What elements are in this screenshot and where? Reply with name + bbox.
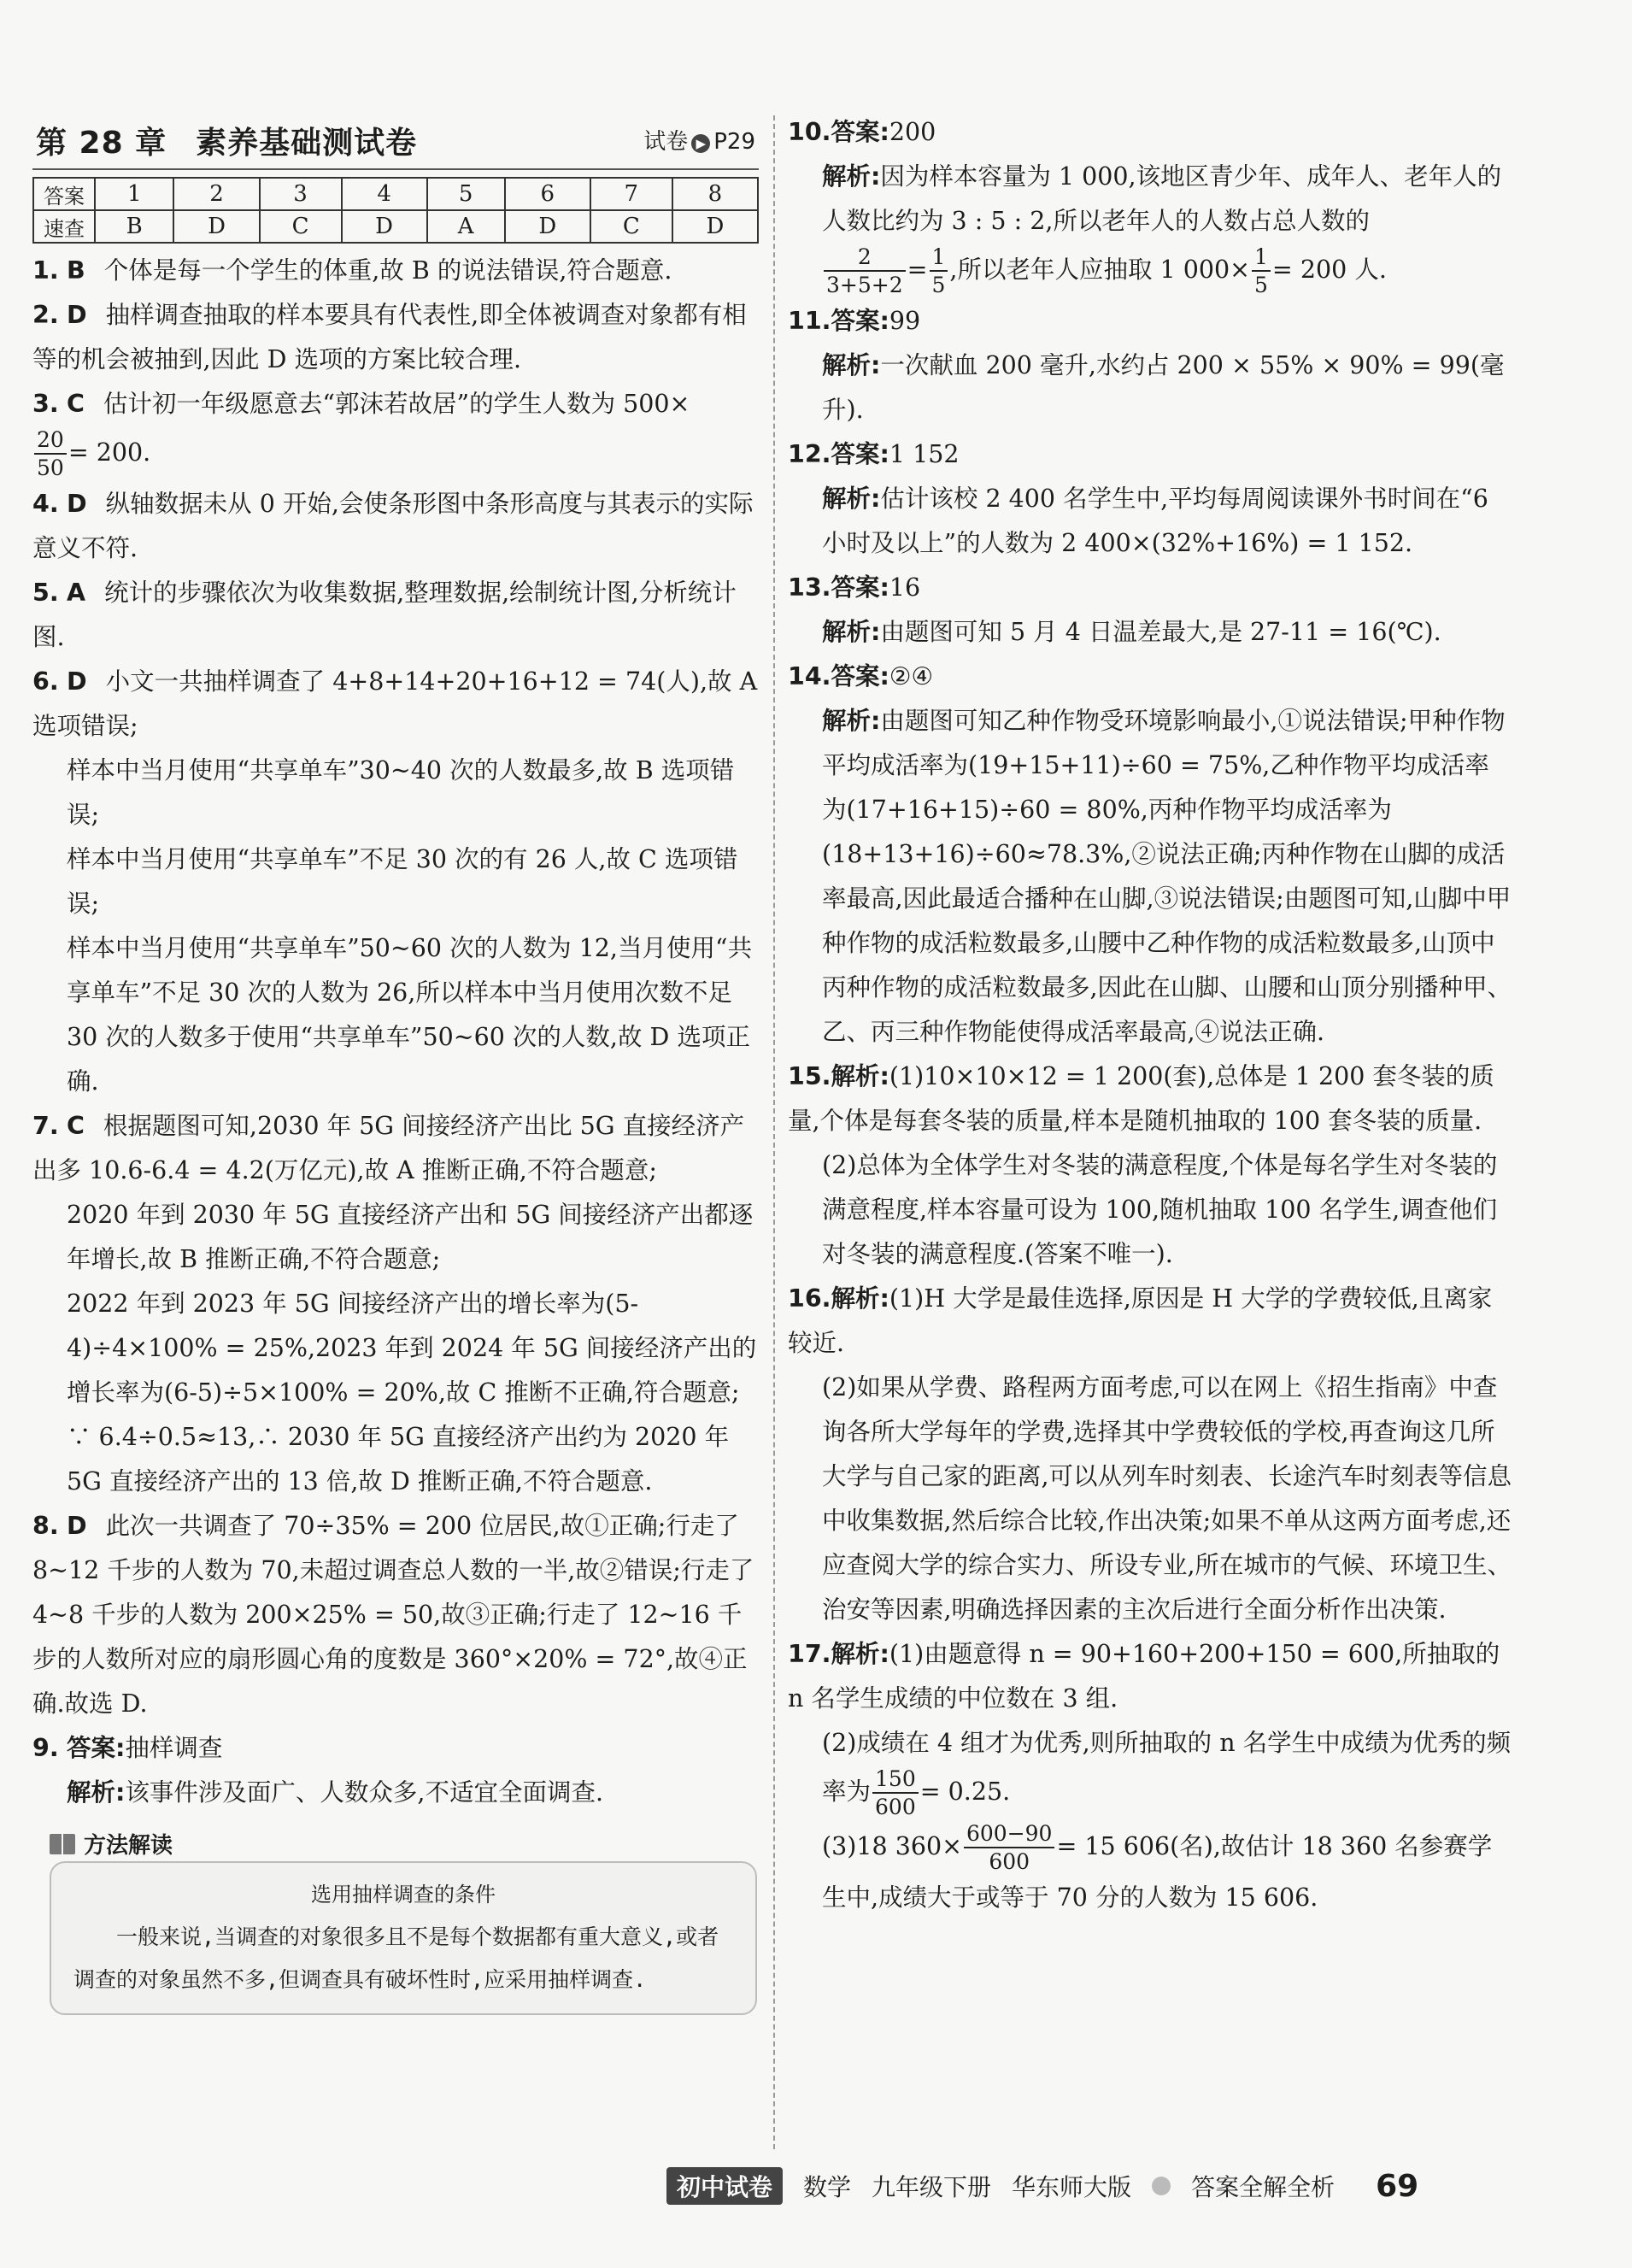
arrow-right-icon: ▶ [691,134,710,153]
answer-value: 200 [889,118,936,146]
page-number: 69 [1376,2168,1419,2204]
answer-value: 1 152 [889,439,960,468]
answer-item-4 [32,482,759,571]
analysis-label: 解析: [831,1284,889,1313]
analysis-text: (1)H 大学是最佳选择,原因是 H 大学的学费较低,且离家较近. [788,1284,1493,1357]
item-explanation: 根据题图可知,2030 年 5G 间接经济产出比 5G 直接经济产出多 10.6-6.4 = 4.2(万亿元),故 A 推断正确,不符合题意; [32,1111,745,1184]
analysis-text: (2)总体为全体学生对冬装的满意程度,个体是每名学生对冬装的满意程度,样本容量可设为 100,随机抽取 100 名学生,调查他们对冬装的满意程度.(答案不唯一). [822,1150,1498,1268]
analysis-label: 解析: [831,1639,889,1668]
answer-item-11 [788,299,1512,432]
analysis-text: = 200 人. [1271,255,1387,284]
page-footer [666,2165,1521,2206]
method-tip-box [50,1827,757,2015]
answer-label: 答案: [831,661,889,690]
analysis-text: 由题图可知 5 月 4 日温差最大,是 27-11 = 16(℃). [880,617,1441,646]
right-column [788,115,1512,1920]
item-number: 6. [32,667,59,696]
answer-cell: C [590,210,672,243]
analysis-text: ,所以老年人应抽取 1 000× [949,255,1251,284]
chapter-subtitle: 素养基础测试卷 [196,126,418,161]
denominator: 5 [1254,273,1268,298]
denominator: 50 [37,455,64,481]
analysis-label: 解析: [822,350,881,379]
answer-item-8 [32,1504,759,1726]
item-number: 2. [32,301,59,329]
answer-item-12 [788,432,1512,566]
item-number: 15. [788,1061,831,1090]
analysis-text: 因为样本容量为 1 000,该地区青少年、成年人、老年人的人数比约为 3 : 5 : 2,所以老年人的人数占总人数的 [822,162,1502,235]
analysis-line [788,610,1512,655]
chapter-title [36,119,417,162]
analysis-text: (1)由题意得 n = 90+160+200+150 = 600,所抽取的 n 名学生成绩的中位数在 3 组. [788,1639,1500,1713]
item-explanation: 个体是每一个学生的体重,故 B 的说法错误,符合题意. [103,256,672,285]
numerator: 1 [930,244,948,272]
analysis-line [788,344,1512,432]
item-explanation: 样本中当月使用“共享单车”不足 30 次的有 26 人,故 C 选项错误; [67,844,738,918]
question-number-cell: 6 [505,178,590,210]
answer-item-5 [32,571,759,660]
item-explanation: 2020 年到 2030 年 5G 直接经济产出和 5G 间接经济产出都逐年增长,故 B 推断正确,不符合题意; [67,1200,754,1273]
analysis-label: 解析: [822,617,881,646]
left-column [32,115,759,2015]
denominator: 600 [989,1849,1030,1875]
answer-label: 答案: [67,1733,126,1762]
item-key: D [67,301,87,329]
answer-item-14 [788,655,1512,1055]
table-row [33,178,758,210]
numerator: 150 [872,1766,919,1794]
analysis-text: 估计该校 2 400 名学生中,平均每周阅读课外书时间在“6 小时及以上”的人数为 2 400×(32%+16%) = 1 152. [822,484,1488,557]
table-header-cell: 速查 [33,210,95,243]
item-key: A [67,578,86,607]
item-number: 4. [32,489,59,518]
table-row [33,210,758,243]
chapter-number: 第 28 章 [36,126,167,161]
item-number: 12. [788,439,831,468]
denominator: 5 [931,273,946,298]
method-tip-label: 方法解读 [84,1833,173,1859]
analysis-label: 解析: [822,706,881,735]
answer-quick-table [32,177,759,244]
numerator: 20 [34,426,67,455]
item-explanation: 样本中当月使用“共享单车”30~40 次的人数最多,故 B 选项错误; [67,755,735,829]
analysis-label: 解析: [831,1061,889,1090]
equals-sign: = [907,255,928,284]
analysis-text: (1)10×10×12 = 1 200(套),总体是 1 200 套冬装的质量,个体是每套冬装的质量,样本是随机抽取的 100 套冬装的质量. [788,1061,1494,1135]
item-explanation: 抽样调查抽取的样本要具有代表性,即全体被调查对象都有相等的机会被抽到,因此 D 选项的方案比较合理. [32,301,747,373]
book-icon [50,1834,75,1854]
item-key: D [67,489,87,518]
method-tip-body: 一般来说,当调查的对象很多且不是每个数据都有重大意义,或者调查的对象虽然不多,但调查具有破坏性时,应采用抽样调查. [73,1924,719,1992]
answer-cell: D [173,210,259,243]
fraction [964,1820,1054,1876]
answer-value: ②④ [889,661,934,690]
answer-item-13 [788,566,1512,655]
answer-item-9 [32,1726,759,1815]
answer-value: 抽样调查 [125,1733,223,1762]
item-explanation: 样本中当月使用“共享单车”50~60 次的人数为 12,当月使用“共享单车”不足 30 次的人数为 26,所以样本中当月使用次数不足 30 次的人数多于使用“共享单车”50~60 次的人数,故 D 选项正确. [67,933,753,1096]
test-ref-page: P29 [713,129,755,155]
fraction [824,244,906,299]
test-page-reference [643,124,755,156]
analysis-text: (2)成绩在 4 组才为优秀,则所抽取的 n 名学生中成绩为优秀的频率为 [822,1728,1512,1806]
denominator: 3+5+2 [826,273,903,298]
answer-cell: D [505,210,590,243]
analysis-text: 一次献血 200 毫升,水约占 200 × 55% × 90% = 99(毫升). [822,350,1505,424]
item-key: D [67,1511,87,1540]
analysis-formula [788,244,1512,299]
column-divider [773,115,775,2149]
analysis-line [788,477,1512,566]
numerator: 1 [1252,244,1271,272]
method-tip-card [50,1861,757,2015]
footer-publisher: 华东师大版 [1012,2173,1132,2201]
answer-label: 答案: [831,306,889,335]
analysis-text: 该事件涉及面广、人数众多,不适宜全面调查. [125,1777,604,1807]
analysis-label: 解析: [67,1777,126,1807]
answer-cell: D [672,210,758,243]
circle-arrow-icon [1152,2177,1171,2195]
item-number: 11. [788,306,831,335]
item-key: C [67,390,85,418]
answer-item-17 [788,1632,1512,1920]
denominator: 600 [875,1794,916,1819]
item-key: D [67,667,87,696]
analysis-text: (3)18 360× [822,1831,962,1860]
item-number: 14. [788,661,831,690]
analysis-text: (2)如果从学费、路程两方面考虑,可以在网上《招生指南》中查询各所大学每年的学费,选择其中学费较低的学校,再查询这几所大学与自己家的距离,可以从列车时刻表、长途汽车时刻表等信息中收集数据,然后综合比较,作出决策;如果不单从这两方面考虑,还应查阅大学的综合实力、所设专业,所在城市的气候、环境卫生、治安等因素,明确选择因素的主次后进行全面分析作出决策. [822,1372,1512,1624]
question-number-cell: 5 [427,178,505,210]
answer-item-1 [32,249,759,293]
item-number: 9. [32,1733,59,1762]
item-explanation-tail: = 200. [68,438,151,467]
chapter-header [32,115,759,170]
answer-value: 99 [889,306,921,335]
fraction [930,244,948,299]
item-explanation: 统计的步骤依次为收集数据,整理数据,绘制统计图,分析统计图. [32,578,737,651]
answer-item-2 [32,293,759,382]
answer-cell: A [427,210,505,243]
analysis-text: = 15 606(名),故估计 18 360 名参赛学生中,成绩大于或等于 70 分的人数为 15 606. [822,1831,1493,1912]
footer-grade: 九年级下册 [872,2173,992,2201]
analysis-label: 解析: [822,484,881,513]
item-explanation: ∵ 6.4÷0.5≈13,∴ 2030 年 5G 直接经济产出约为 2020 年 5G 直接经济产出的 13 倍,故 D 推断正确,不符合题意. [67,1422,730,1495]
item-key: B [67,256,85,285]
method-tip-title: 选用抽样调查的条件 [311,1882,496,1907]
answer-cell: D [342,210,427,243]
answer-cell: B [95,210,173,243]
item-explanation: 此次一共调查了 70÷35% = 200 位居民,故①正确;行走了 8~12 千步的人数为 70,未超过调查总人数的一半,故②错误;行走了 4~8 千步的人数为 200×25% = 50,故③正确;行走了 12~16 千步的人数所对应的扇形圆心角的度数是 360°×20% = 72°,故④正确.故选 D. [32,1511,754,1718]
item-number: 8. [32,1511,59,1540]
item-explanation: 小文一共抽样调查了 4+8+14+20+16+12 = 74(人),故 A 选项错误; [32,667,758,740]
answer-item-15 [788,1055,1512,1277]
analysis-label: 解析: [822,162,881,191]
analysis-text: 由题图可知乙种作物受环境影响最小,①说法错误;甲种作物平均成活率为(19+15+11)÷60 = 75%,乙种作物平均成活率为(17+16+15)÷60 = 80%,丙种作物平均成活率为(18+13+16)÷60≈78.3%,②说法正确;丙种作物在山脚的成活率最高,因此最适合播种在山脚,③说法错误;由题图可知,山脚中甲种作物的成活粒数最多,山腰中乙种作物的成活粒数最多,山顶中丙种作物的成活粒数最多,因此在山脚、山腰和山顶分别播种甲、乙、丙三种作物能使得成活率最高,④说法正确. [822,706,1512,1046]
fraction [1252,244,1271,299]
item-key: C [67,1111,85,1140]
test-ref-prefix: 试卷 [643,129,689,155]
analysis-line [788,1820,1512,1920]
question-number-cell: 3 [260,178,342,210]
answer-item-16 [788,1277,1512,1632]
item-number: 10. [788,118,831,146]
item-number: 16. [788,1284,831,1313]
analysis-line [32,1771,759,1815]
table-header-cell: 答案 [33,178,95,210]
answer-item-7 [32,1104,759,1504]
item-explanation: 2022 年到 2023 年 5G 间接经济产出的增长率为(5-4)÷4×100% = 25%,2023 年到 2024 年 5G 间接经济产出的增长率为(6-5)÷5×100% = 20%,故 C 推断不正确,符合题意; [67,1289,757,1407]
footer-series: 答案全解全析 [1191,2173,1336,2201]
numerator: 600−90 [964,1820,1054,1848]
question-number-cell: 1 [95,178,173,210]
question-number-cell: 8 [672,178,758,210]
answer-label: 答案: [831,118,889,146]
item-number: 17. [788,1639,831,1668]
analysis-text: = 0.25. [919,1777,1011,1806]
analysis-line [788,699,1512,1055]
question-number-cell: 4 [342,178,427,210]
analysis-line [788,1721,1512,1821]
footer-subject: 数学 [803,2173,852,2201]
item-number: 5. [32,578,59,607]
item-explanation: 纵轴数据未从 0 开始,会使条形图中条形高度与其表示的实际意义不符. [32,489,754,562]
answer-item-3 [32,382,759,482]
numerator: 2 [824,244,906,272]
item-number: 13. [788,573,831,602]
answer-cell: C [260,210,342,243]
item-number: 7. [32,1111,59,1140]
footer-brand: 初中试卷 [666,2167,783,2205]
item-number: 3. [32,390,59,418]
question-number-cell: 2 [173,178,259,210]
answer-item-6 [32,660,759,1104]
answer-label: 答案: [831,573,889,602]
fraction [872,1766,919,1821]
answer-item-10 [788,110,1512,299]
item-number: 1. [32,256,59,285]
analysis-line [788,155,1512,244]
answer-value: 16 [889,573,921,602]
question-number-cell: 7 [590,178,672,210]
answer-label: 答案: [831,439,889,468]
fraction [34,426,67,482]
method-tip-header [50,1827,757,1861]
item-explanation: 估计初一年级愿意去“郭沫若故居”的学生人数为 500× [103,390,690,418]
